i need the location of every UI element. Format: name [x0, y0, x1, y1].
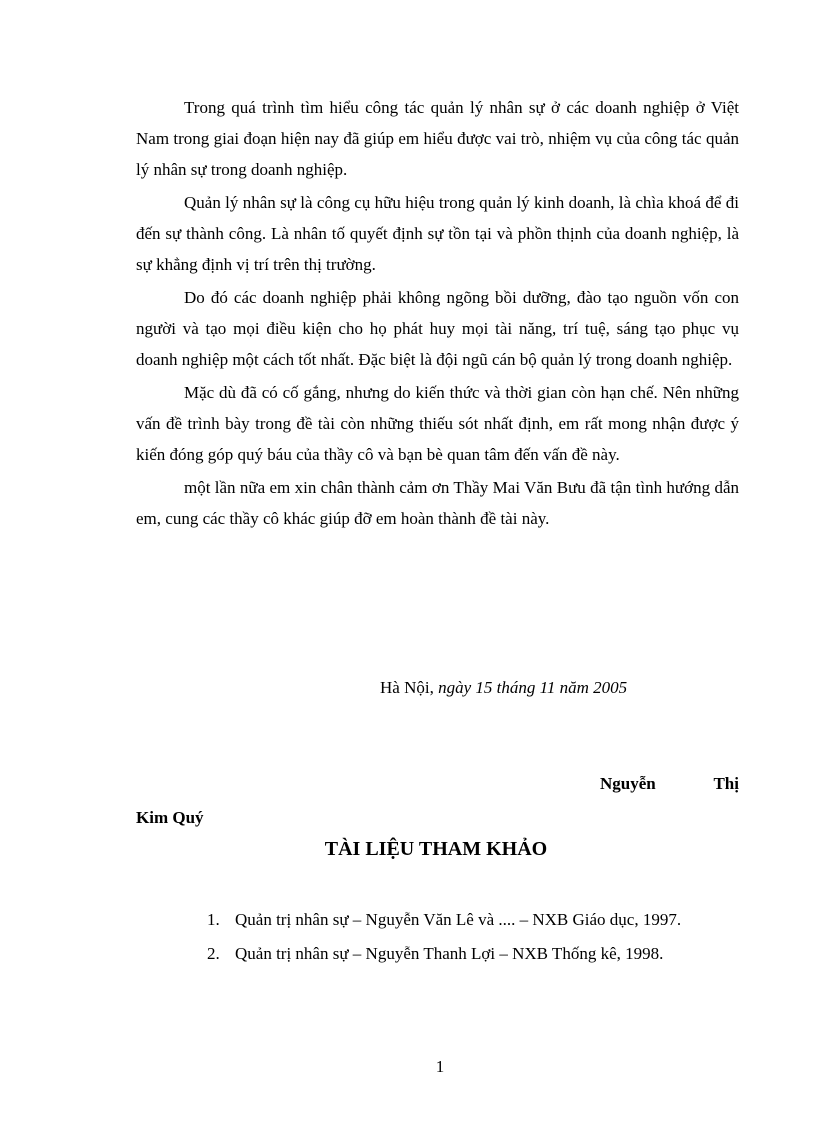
paragraph-2: Quản lý nhân sự là công cụ hữu hiệu trong quản lý kinh doanh, là chìa khoá để đi đến sự thành công. Là nhân tố quyết định sự tồn tại và phồn thịnh của doanh nghiệp, là sự khẳng định vị trí trên thị trường.: [136, 193, 739, 274]
body-text: [136, 92, 739, 536]
reference-number: 2.: [207, 944, 220, 963]
reference-text: Quản trị nhân sự – Nguyễn Văn Lê và .... – NXB Giáo dục, 1997.: [235, 910, 682, 929]
reference-item: [207, 938, 739, 969]
date-text: ngày 15 tháng 11 năm 2005: [438, 678, 628, 697]
paragraph-5: một lần nữa em xin chân thành cảm ơn Thầy Mai Văn Bưu đã tận tình hướng dẫn em, cung các thầy cô khác giúp đỡ em hoàn thành đề tài này.: [136, 478, 739, 528]
date-place: Hà Nội,: [380, 678, 434, 697]
reference-text: Quản trị nhân sự – Nguyễn Thanh Lợi – NXB Thống kê, 1998.: [235, 944, 664, 963]
paragraph-4: Mặc dù đã có cố gắng, nhưng do kiến thức và thời gian còn hạn chế. Nên những vấn đề trình bày trong đề tài còn những thiếu sót nhất định, em rất mong nhận được ý kiến đóng góp quý báu của thầy cô và bạn bè quan tâm đến vấn đề này.: [136, 383, 739, 464]
paragraph-3: Do đó các doanh nghiệp phải không ngõng bồi dưỡng, đào tạo nguồn vốn con người và tạo mọi điều kiện cho họ phát huy mọi tài năng, trí tuệ, sáng tạo phục vụ doanh nghiệp một cách tốt nhất. Đặc biệt là đội ngũ cán bộ quản lý trong doanh nghiệp.: [136, 288, 739, 369]
date-line: [380, 674, 627, 702]
reference-number: 1.: [207, 910, 220, 929]
signature-line-1: [136, 770, 739, 798]
references-heading: TÀI LIỆU THAM KHẢO: [324, 838, 548, 860]
page-number: 1: [435, 1057, 445, 1076]
reference-item: [207, 904, 739, 935]
paragraph-1: Trong quá trình tìm hiểu công tác quản lý nhân sự ở các doanh nghiệp ở Việt Nam trong giai đoạn hiện nay đã giúp em hiểu được vai trò, nhiệm vụ của công tác quản lý nhân sự trong doanh nghiệp.: [136, 98, 739, 179]
signature-name-part-1: Nguyễn Thị: [600, 774, 739, 793]
signature-line-2: Kim Quý: [136, 808, 204, 827]
references-list: [207, 904, 739, 972]
